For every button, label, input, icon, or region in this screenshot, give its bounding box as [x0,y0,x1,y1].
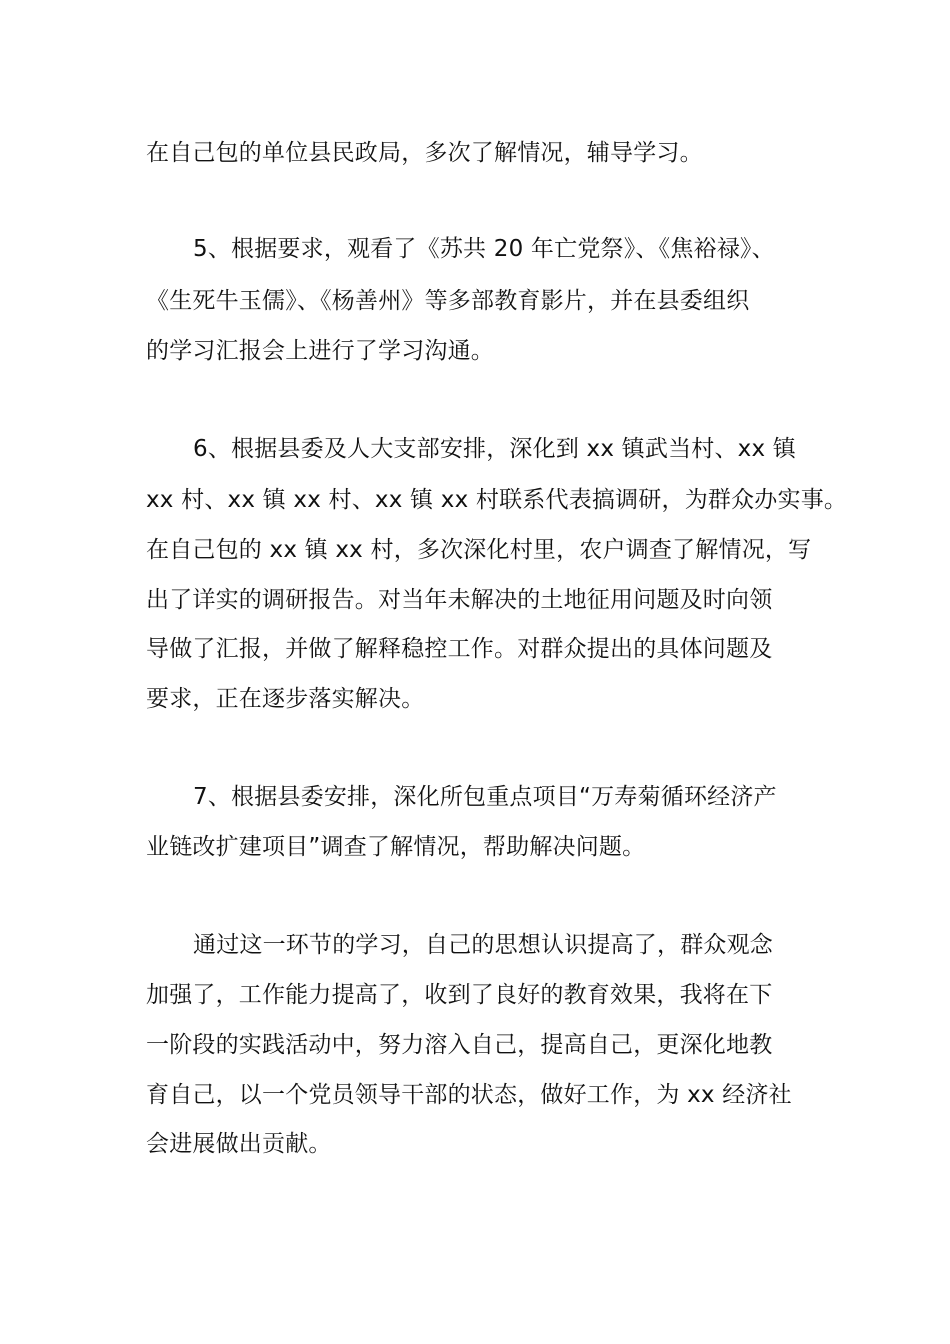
paragraph-line: 导做了汇报，并做了解释稳控工作。对群众提出的具体问题及 [146,636,773,662]
paragraph-line: 加强了，工作能力提高了，收到了良好的教育效果，我将在下 [146,982,773,1008]
paragraph-line: 会进展做出贡献。 [146,1131,332,1157]
paragraph-line: 《生死牛玉儒》、《杨善州》等多部教育影片，并在县委组织 [146,288,750,314]
paragraph-line: 育自己，以一个党员领导干部的状态，做好工作，为 xx 经济社 [146,1082,792,1108]
paragraph-line: 6、根据县委及人大支部安排，深化到 xx 镇武当村、xx 镇 [193,436,797,462]
paragraph-line: 业链改扩建项目”调查了解情况，帮助解决问题。 [146,834,646,860]
paragraph-line: 7、根据县委安排，深化所包重点项目“万寿菊循环经济产 [193,784,777,810]
paragraph-line: 5、根据要求，观看了《苏共 20 年亡党祭》、《焦裕禄》、 [193,236,775,262]
paragraph-line: xx 村、xx 镇 xx 村、xx 镇 xx 村联系代表搞调研，为群众办实事。 [146,487,848,513]
paragraph-line: 一阶段的实践活动中，努力溶入自己，提高自己，更深化地教 [146,1032,773,1058]
paragraph-line: 在自己包的单位县民政局，多次了解情况，辅导学习。 [146,140,703,166]
paragraph-line: 要求，正在逐步落实解决。 [146,686,425,712]
paragraph-line: 通过这一环节的学习，自己的思想认识提高了，群众观念 [193,932,773,958]
paragraph-line: 在自己包的 xx 镇 xx 村，多次深化村里，农户调查了解情况，写 [146,537,812,563]
paragraph-line: 出了详实的调研报告。对当年未解决的土地征用问题及时向领 [146,587,773,613]
paragraph-line: 的学习汇报会上进行了学习沟通。 [146,338,494,364]
